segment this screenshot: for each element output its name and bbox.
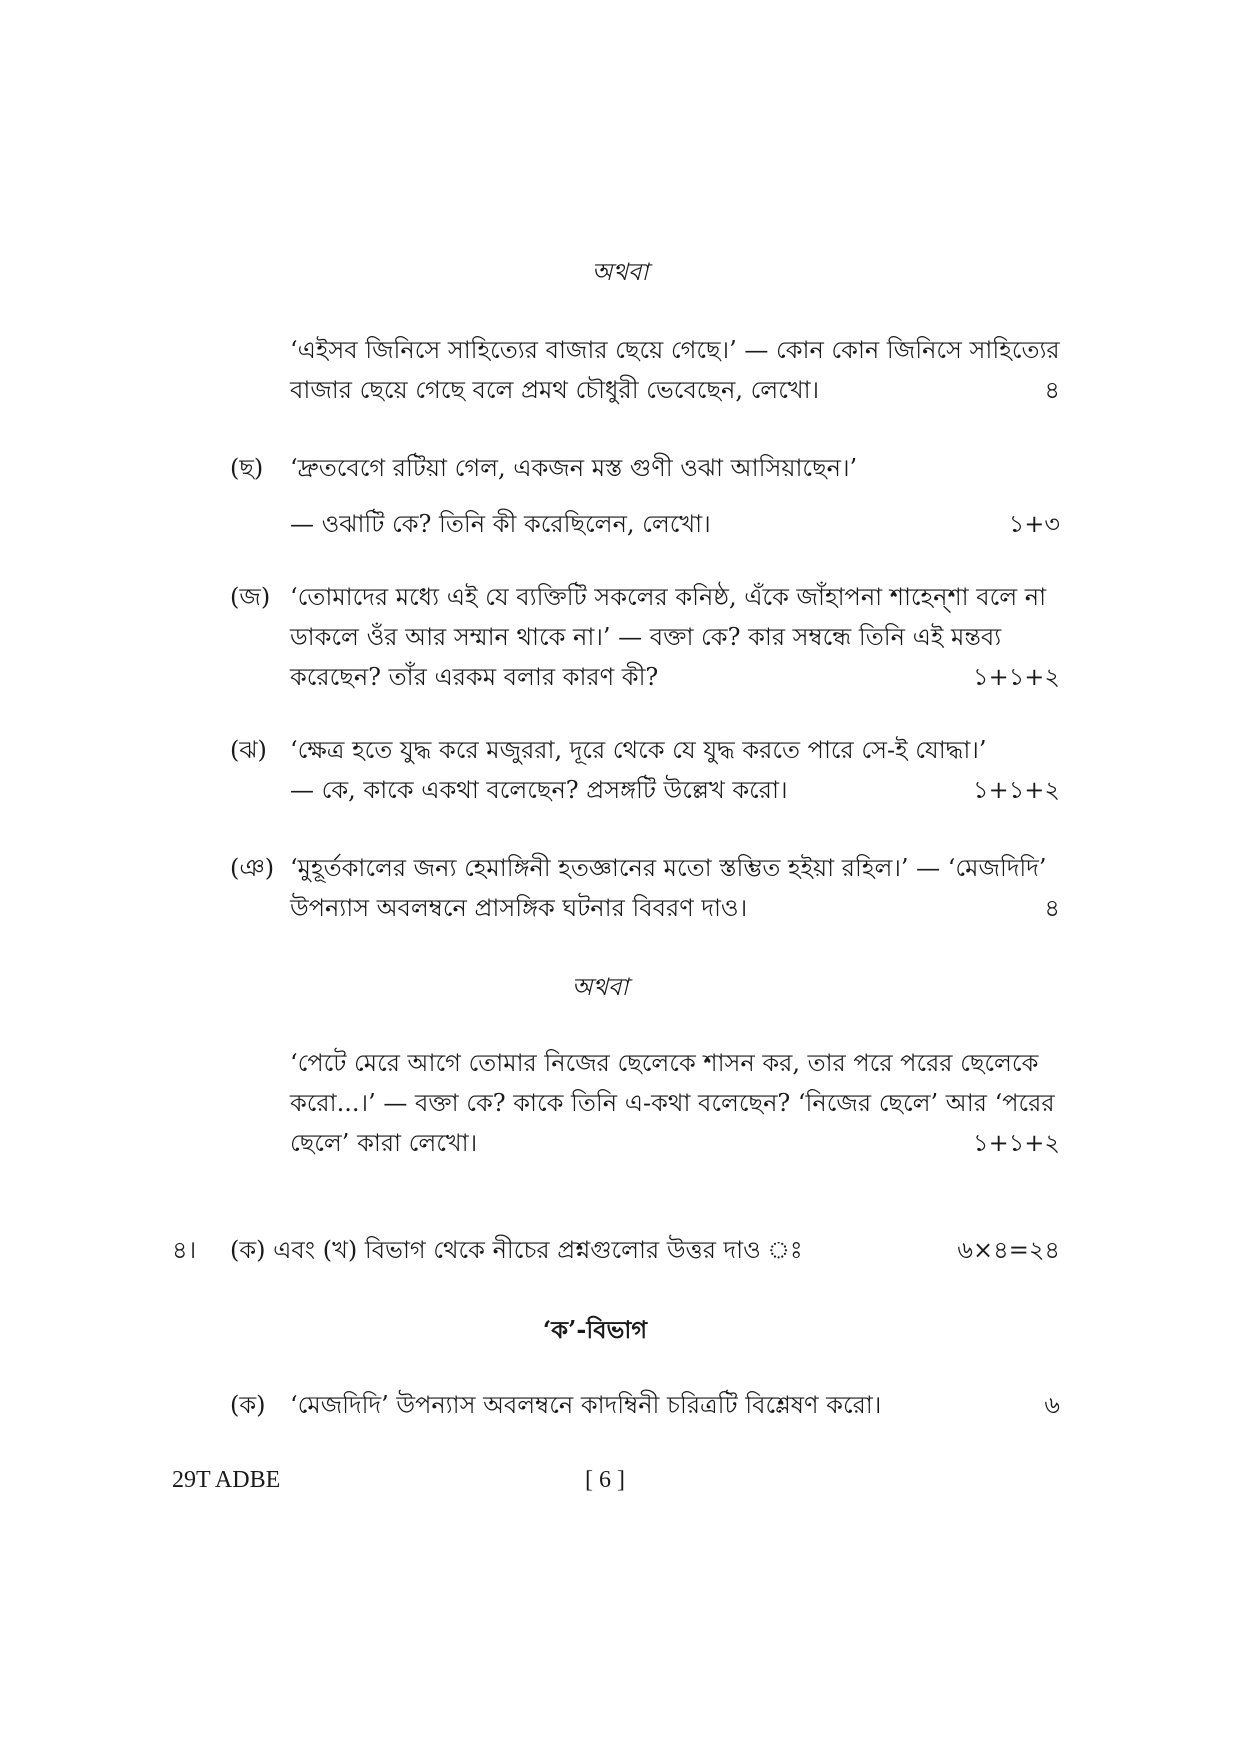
question-nya-line2: উপন্যাস অবলম্বনে প্রাসঙ্গিক ঘটনার বিবরণ দাও।	[290, 894, 748, 922]
question-nya-label: (ঞ)	[230, 854, 275, 882]
footer-page-number: [ 6 ]	[585, 1467, 625, 1493]
question-4	[230, 1230, 1060, 1270]
or-block-1-line1: ‘এইসব জিনিসে সাহিত্যের বাজার ছেয়ে গেছে।’ — কোন কোন জিনিসে সাহিত্যের	[290, 336, 1060, 364]
or-heading-2: অথবা	[571, 973, 629, 1001]
question-chha-marks: ১+৩	[1008, 510, 1060, 538]
question-ja-line3: করেছেন? তাঁর এরকম বলার কারণ কী?	[290, 663, 659, 691]
footer-code: 29T ADBE	[172, 1467, 281, 1493]
question-ka-marks: ৬	[1044, 1391, 1060, 1419]
question-ka	[290, 1385, 1060, 1425]
question-4-number: ৪।	[172, 1236, 197, 1264]
question-chha	[290, 448, 1060, 544]
or-block-2-line1: ‘পেটে মেরে আগে তোমার নিজের ছেলেকে শাসন কর, তার পরে পরের ছেলেকে	[290, 1049, 1039, 1077]
question-nya-line1: ‘মুহূর্তকালের জন্য হেমাঙ্গিনী হতজ্ঞানের মতো স্তম্ভিত হইয়া রহিল।’ — ‘মেজদিদি’	[290, 854, 1047, 882]
or-block-2-line2: করো...।’ — বক্তা কে? কাকে তিনি এ-কথা বলেছেন? ‘নিজের ছেলে’ আর ‘পরের	[290, 1089, 1055, 1117]
or-block-1-line2: বাজার ছেয়ে গেছে বলে প্রমথ চৌধুরী ভেবেছেন, লেখো।	[290, 376, 820, 404]
question-nya-marks: ৪	[1044, 894, 1060, 922]
or-block-1	[290, 330, 1060, 410]
or-block-1-marks: ৪	[1044, 376, 1060, 404]
question-ka-label: (ক)	[230, 1391, 266, 1419]
question-chha-label: (ছ)	[230, 454, 264, 482]
question-jha-line1: ‘ক্ষেত্র হতে যুদ্ধ করে মজুররা, দূরে থেকে যে যুদ্ধ করতে পারে সে-ই যোদ্ধা।’	[290, 736, 987, 764]
question-ja-line1: ‘তোমাদের মধ্যে এই যে ব্যক্তিটি সকলের কনিষ্ঠ, এঁকে জাঁহাপনা শাহেন্‌শা বলে না	[290, 583, 1047, 611]
question-chha-line2: — ওঝাটি কে? তিনি কী করেছিলেন, লেখো।	[290, 510, 711, 538]
section-title: ‘ক’-বিভাগ	[542, 1315, 648, 1344]
or-block-2-line3: ছেলে’ কারা লেখো।	[290, 1129, 478, 1157]
or-block-2-marks: ১+১+২	[973, 1129, 1060, 1157]
or-block-2	[290, 1043, 1060, 1163]
question-ja-label: (জ)	[230, 583, 271, 611]
question-4-text: (ক) এবং (খ) বিভাগ থেকে নীচের প্রশ্নগুলোর উত্তর দাও ঃ	[230, 1236, 803, 1264]
question-ja-marks: ১+১+২	[973, 663, 1060, 691]
question-chha-line1: ‘দ্রুতবেগে রটিয়া গেল, একজন মস্ত গুণী ওঝা আসিয়াছেন।’	[290, 454, 858, 482]
question-ja-line2: ডাকলে ওঁর আর সম্মান থাকে না।’ — বক্তা কে? কার সম্বন্ধে তিনি এই মন্তব্য	[290, 623, 1002, 651]
question-jha-marks: ১+১+২	[973, 776, 1060, 804]
question-nya	[290, 848, 1060, 928]
question-ka-text: ‘মেজদিদি’ উপন্যাস অবলম্বনে কাদম্বিনী চরিত্রটি বিশ্লেষণ করো।	[290, 1391, 882, 1419]
question-jha-label: (ঝ)	[230, 736, 267, 764]
question-jha	[290, 730, 1060, 810]
or-heading-1: অথবা	[591, 258, 649, 286]
question-jha-line2: — কে, কাকে একথা বলেছেন? প্রসঙ্গটি উল্লেখ করো।	[290, 776, 788, 804]
question-ja	[290, 577, 1060, 697]
question-4-marks: ৬×৪=২৪	[957, 1236, 1060, 1264]
